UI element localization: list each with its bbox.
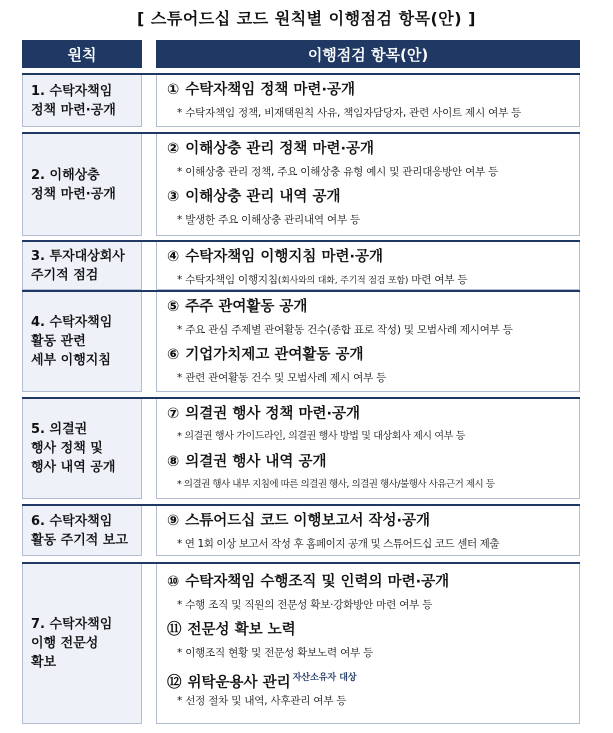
target-badge: 자산소유자 대상 bbox=[292, 673, 357, 683]
items-cell bbox=[156, 242, 580, 290]
principle-cell: 7. 수탁자책임 이행 전문성 확보 bbox=[22, 564, 142, 724]
principle-cell: 5. 의결권 행사 정책 및 행사 내역 공개 bbox=[22, 399, 142, 499]
list-item: ⑥ 기업가치제고 관여활동 공개 bbox=[167, 347, 364, 363]
list-item: ⑤ 주주 관여활동 공개 bbox=[167, 299, 308, 315]
item-desc: * 수탁자책임 이행지침(회사와의 대화, 주기적 점검 포함) 마련 여부 등 bbox=[177, 274, 468, 286]
item-desc: * 이해상충 관리 정책, 주요 이해상충 유형 예시 및 관리대응방안 여부 등 bbox=[177, 166, 499, 178]
page-title: [ 스튜어드십 코드 원칙별 이행점검 항목(안) ] bbox=[137, 9, 476, 28]
items-cell bbox=[156, 506, 580, 556]
table-row bbox=[22, 73, 580, 119]
list-item: ⑪ 전문성 확보 노력 bbox=[167, 622, 296, 638]
principle-cell: 6. 수탁자책임 활동 주기적 보고 bbox=[22, 506, 142, 556]
list-item: ③ 이해상충 관리 내역 공개 bbox=[167, 189, 341, 205]
list-item: ⑫ 위탁운용사 관리 $^{자산소유자 대상}$ bbox=[167, 673, 357, 691]
table-row bbox=[22, 290, 580, 384]
list-item: ① 수탁자책임 정책 마련·공개 bbox=[167, 82, 355, 98]
item-desc: * 선정 절차 및 내역, 사후관리 여부 등 bbox=[177, 695, 347, 707]
items-cell bbox=[156, 134, 580, 236]
list-item: ② 이해상충 관리 정책 마련·공개 bbox=[167, 141, 375, 157]
table-row bbox=[22, 397, 580, 490]
principle-cell: 2. 이해상충 정책 마련·공개 bbox=[22, 134, 142, 236]
table-row bbox=[22, 504, 580, 550]
item-desc: * 주요 관심 주제별 관여활동 건수(종합 표로 작성) 및 모범사례 제시여부 등 bbox=[177, 324, 513, 336]
list-item: ⑩ 수탁자책임 수행조직 및 인력의 마련·공개 bbox=[167, 574, 450, 590]
table-row bbox=[22, 562, 580, 707]
item-desc: * 이행조직 현황 및 전문성 확보노력 여부 등 bbox=[177, 647, 374, 659]
list-item: ⑧ 의결권 행사 내역 공개 bbox=[167, 454, 327, 470]
item-desc: * 관련 관여활동 건수 및 모범사례 제시 여부 등 bbox=[177, 372, 387, 384]
list-item: ⑦ 의결권 행사 정책 마련·공개 bbox=[167, 406, 361, 422]
item-desc: * 의결권 행사 내부 지침에 따른 의결권 행사, 의결권 행사/불행사 사유근거 제시 등 bbox=[177, 479, 495, 490]
list-item: ⑨ 스튜어드십 코드 이행보고서 작성·공개 bbox=[167, 513, 431, 529]
principle-cell: 3. 투자대상회사 주기적 점검 bbox=[22, 242, 142, 290]
table-row bbox=[22, 240, 580, 286]
header-principle: 원칙 bbox=[22, 40, 142, 68]
item-desc: * 의결권 행사 가이드라인, 의결권 행사 방법 및 대상회사 제시 여부 등 bbox=[177, 431, 465, 442]
principle-cell: 4. 수탁자책임 활동 관련 세부 이행지침 bbox=[22, 292, 142, 392]
principle-cell: 1. 수탁자책임 정책 마련·공개 bbox=[22, 75, 142, 127]
table-row bbox=[22, 132, 580, 226]
item-desc: * 수행 조직 및 직원의 전문성 확보·강화방안 마련 여부 등 bbox=[177, 599, 433, 611]
item-desc: * 연 1회 이상 보고서 작성 후 홈페이지 공개 및 스튜어드십 코드 센터 제출 bbox=[177, 538, 500, 550]
header-items: 이행점검 항목(안) bbox=[156, 40, 580, 68]
item-desc: * 수탁자책임 정책, 비재택원칙 사유, 책임자담당자, 관련 사이트 제시 여부 등 bbox=[177, 107, 522, 119]
items-cell bbox=[156, 399, 580, 499]
items-cell bbox=[156, 75, 580, 127]
items-cell bbox=[156, 292, 580, 392]
item-desc: * 발생한 주요 이해상충 관리내역 여부 등 bbox=[177, 214, 360, 226]
items-cell bbox=[156, 564, 580, 724]
list-item: ④ 수탁자책임 이행지침 마련·공개 bbox=[167, 249, 383, 265]
